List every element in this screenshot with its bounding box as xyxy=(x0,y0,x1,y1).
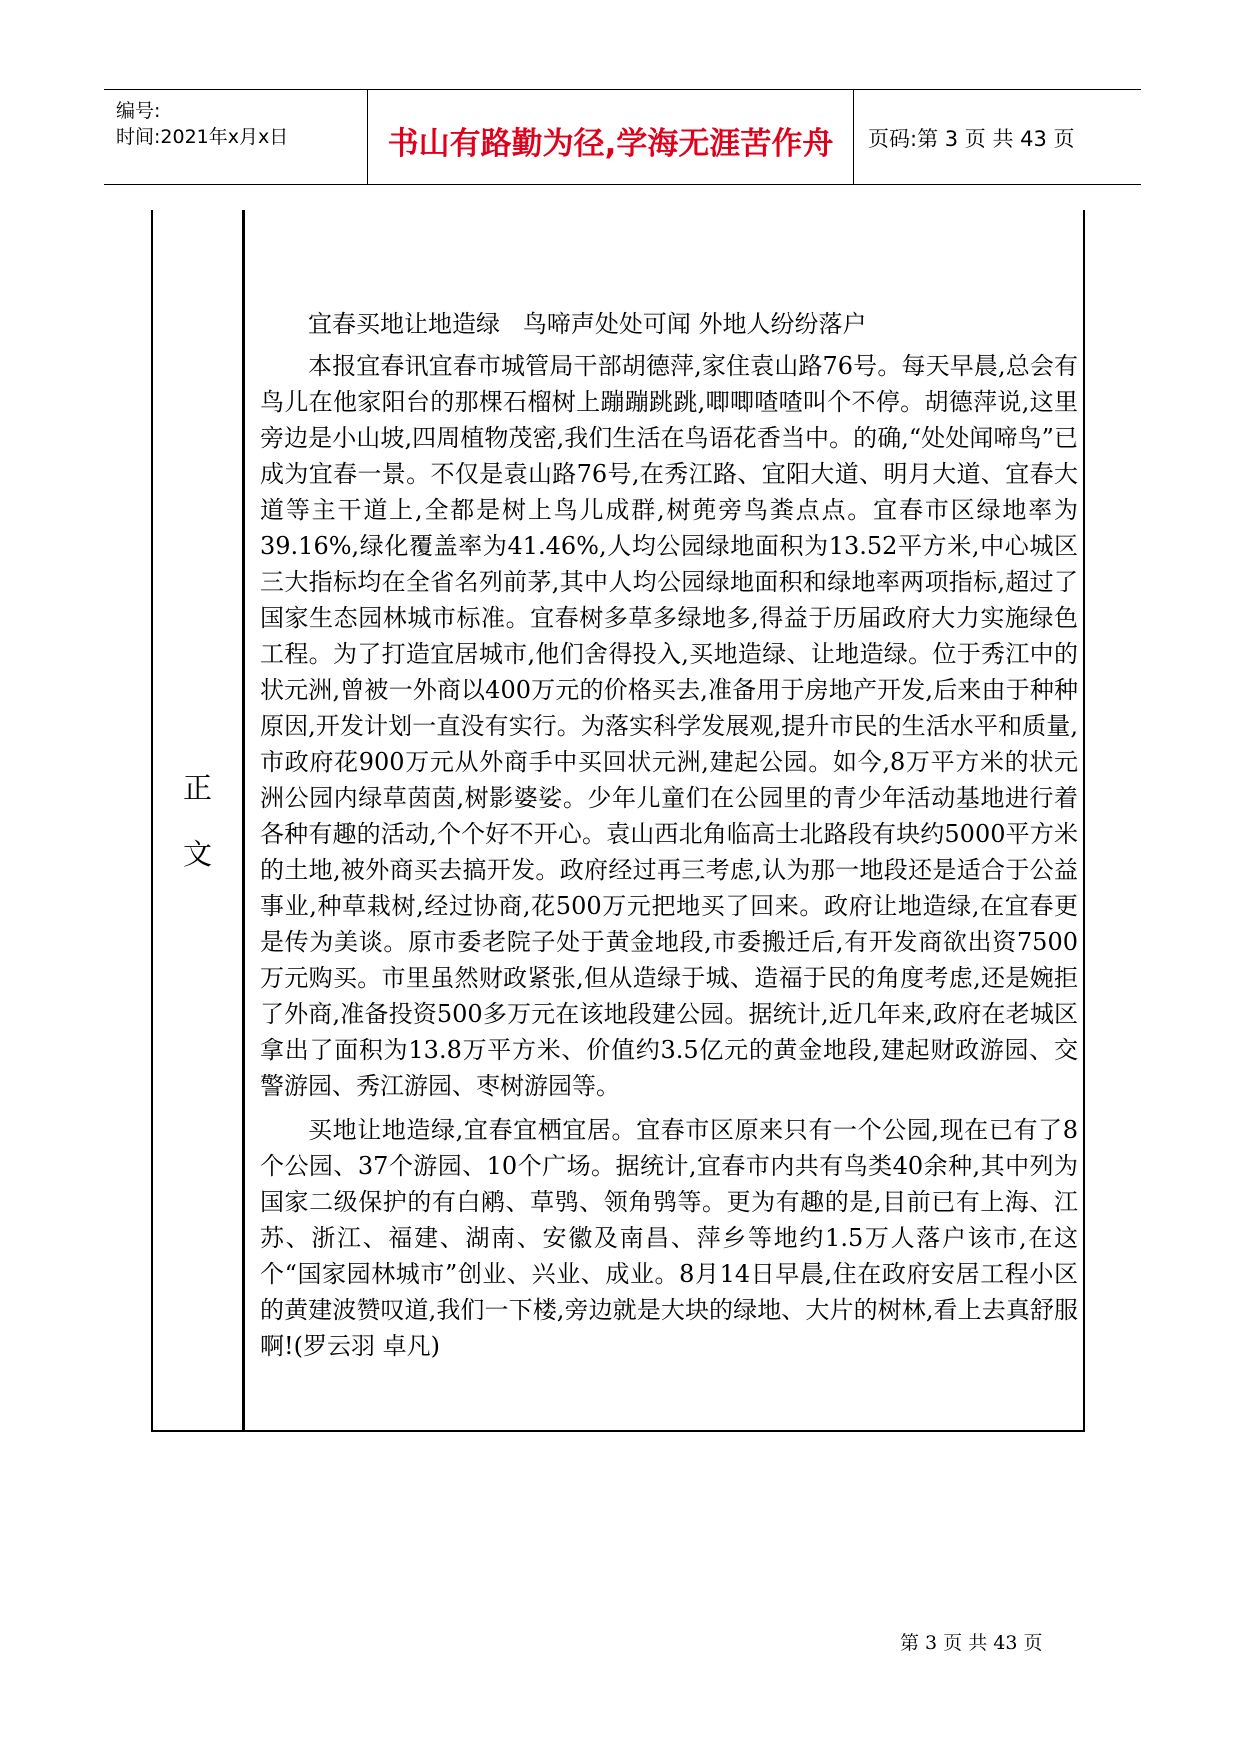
header-motto: 书山有路勤为径,学海无涯苦作舟 xyxy=(387,126,834,162)
document-time-label: 时间:2021年x月x日 xyxy=(116,126,289,148)
page-header xyxy=(104,89,1141,185)
article-paragraph-2: 买地让地造绿,宜春宜栖宜居。宜春市区原来只有一个公园,现在已有了8个公园、37个游园、10个广场。据统计,宜春市内共有鸟类40余种,其中列为国家二级保护的有白鹇、草鸮、领角鸮等。更为有趣的是,目前已有上海、江苏、浙江、福建、湖南、安徽及南昌、萍乡等地约1.5万人落户该市,在这个“国家园林城市”创业、兴业、成业。8月14日早晨,住在政府安居工程小区的黄建波赞叹道,我们一下楼,旁边就是大块的绿地、大片的树林,看上去真舒服啊!(罗云羽 卓凡) xyxy=(260,1116,1078,1360)
section-label-char-1: 正 xyxy=(182,771,212,805)
content-table xyxy=(151,210,1085,1432)
header-page-number: 页码:第 3 页 共 43 页 xyxy=(868,127,1075,151)
header-info-cell xyxy=(104,90,368,184)
article-paragraph-1: 本报宜春讯宜春市城管局干部胡德萍,家住袁山路76号。每天早晨,总会有鸟儿在他家阳台的那棵石榴树上蹦蹦跳跳,唧唧喳喳叫个不停。胡德萍说,这里旁边是小山坡,四周植物茂密,我们生活在鸟语花香当中。的确,“处处闻啼鸟”已成为宜春一景。不仅是袁山路76号,在秀江路、宜阳大道、明月大道、宜春大道等主干道上,全都是树上鸟儿成群,树蔸旁鸟粪点点。宜春市区绿地率为39.16%,绿化覆盖率为41.46%,人均公园绿地面积为13.52平方米,中心城区三大指标均在全省名列前茅,其中人均公园绿地面积和绿地率两项指标,超过了国家生态园林城市标准。宜春树多草多绿地多,得益于历届政府大力实施绿色工程。为了打造宜居城市,他们舍得投入,买地造绿、让地造绿。位于秀江中的状元洲,曾被一外商以400万元的价格买去,准备用于房地产开发,后来由于种种原因,开发计划一直没有实行。为落实科学发展观,提升市民的生活水平和质量,市政府花900万元从外商手中买回状元洲,建起公园。如今,8万平方米的状元洲公园内绿草茵茵,树影婆娑。少年儿童们在公园里的青少年活动基地进行着各种有趣的活动,个个好不开心。袁山西北角临高士北路段有块约5000平方米的土地,被外商买去搞开发。政府经过再三考虑,认为那一地段还是适合于公益事业,种草栽树,经过协商,花500万元把地买了回来。政府让地造绿,在宜春更是传为美谈。原市委老院子处于黄金地段,市委搬迁后,有开发商欲出资7500万元购买。市里虽然财政紧张,但从造绿于城、造福于民的角度考虑,还是婉拒了外商,准备投资500多万元在该地段建公园。据统计,近几年来,政府在老城区拿出了面积为13.8万平方米、价值约3.5亿元的黄金地段,建起财政游园、交警游园、秀江游园、枣树游园等。 xyxy=(260,352,1078,1100)
document-number-label: 编号: xyxy=(116,100,161,122)
section-label-char-2: 文 xyxy=(182,837,212,871)
page-footer: 第 3 页 共 43 页 xyxy=(900,1632,1043,1654)
section-label-column xyxy=(153,210,242,1430)
column-divider xyxy=(242,210,245,1430)
article-title: 宜春买地让地造绿 鸟啼声处处可闻 外地人纷纷落户 xyxy=(308,310,867,338)
header-motto-cell xyxy=(368,90,854,184)
header-page-cell xyxy=(854,90,1141,184)
article-body xyxy=(260,306,1078,1364)
